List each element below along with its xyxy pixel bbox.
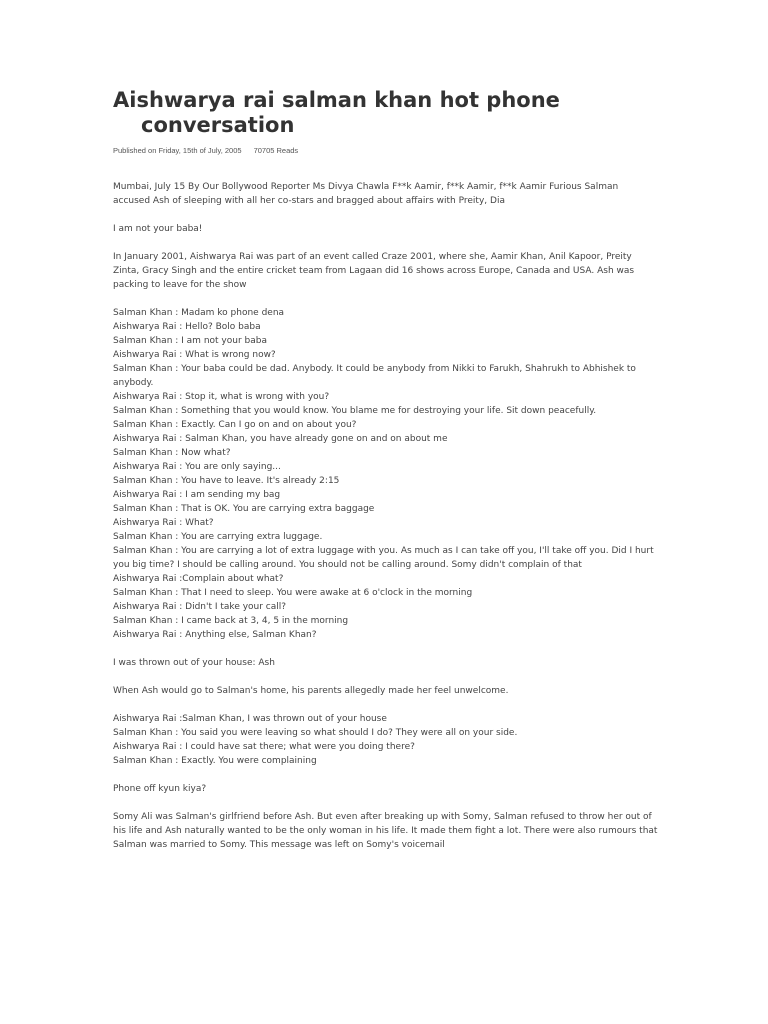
section-heading-baba: I am not your baba! [113, 224, 203, 234]
dialog-line: Aishwarya Rai : I am sending my bag [113, 490, 281, 500]
title-line-2: conversation [141, 113, 295, 137]
article-body [113, 180, 658, 852]
intro-paragraph: Mumbai, July 15 By Our Bollywood Reporter Ms Divya Chawla F**k Aamir, f**k Aamir, f**k Aamir Furious Salman accused Ash of sleeping with all her co-stars and bragged about affairs with Preity, Dia [113, 182, 619, 206]
dialog-line: Salman Khan : That is OK. You are carrying extra baggage [113, 504, 375, 514]
title-line-1: Aishwarya rai salman khan hot phone [113, 88, 560, 112]
dialog-line: Aishwarya Rai : Didn't I take your call? [113, 602, 287, 612]
dialog-line: Salman Khan : Exactly. Can I go on and on about you? [113, 420, 357, 430]
dialog-line: Aishwarya Rai :Complain about what? [113, 574, 284, 584]
conversation-1 [113, 306, 658, 642]
section-heading-phone-off: Phone off kyun kiya? [113, 784, 207, 794]
dialog-line: Salman Khan : I came back at 3, 4, 5 in the morning [113, 616, 349, 626]
dialog-line: Aishwarya Rai : Salman Khan, you have already gone on and on about me [113, 434, 448, 444]
dialog-line: Salman Khan : Now what? [113, 448, 231, 458]
dialog-line: Aishwarya Rai : What? [113, 518, 214, 528]
dialog-line: Aishwarya Rai : Anything else, Salman Khan? [113, 630, 317, 640]
paragraph-somy-ali: Somy Ali was Salman's girlfriend before Ash. But even after breaking up with Somy, Salman refused to throw her out of his life and Ash naturally wanted to be the only woman in his life. It made them fight a lot. There were also rumours that Salman was married to Somy. This message was left on Somy's voicemail [113, 812, 658, 850]
article-meta [113, 146, 658, 158]
published-date: Published on Friday, 15th of July, 2005 [113, 146, 242, 155]
dialog-line: Salman Khan : Exactly. You were complaining [113, 756, 317, 766]
paragraph-unwelcome: When Ash would go to Salman's home, his parents allegedly made her feel unwelcome. [113, 686, 509, 696]
dialog-line: Aishwarya Rai : You are only saying... [113, 462, 281, 472]
dialog-line: Aishwarya Rai :Salman Khan, I was thrown out of your house [113, 714, 387, 724]
conversation-2 [113, 712, 658, 768]
article-title [113, 88, 658, 138]
section-heading-thrown-out: I was thrown out of your house: Ash [113, 658, 275, 668]
dialog-line: Salman Khan : I am not your baba [113, 336, 267, 346]
dialog-line: Aishwarya Rai : What is wrong now? [113, 350, 276, 360]
dialog-line: Aishwarya Rai : Hello? Bolo baba [113, 322, 261, 332]
dialog-line: Salman Khan : You have to leave. It's already 2:15 [113, 476, 340, 486]
paragraph-craze-2001: In January 2001, Aishwarya Rai was part of an event called Craze 2001, where she, Aamir Khan, Anil Kapoor, Preity Zinta, Gracy Singh and the entire cricket team from Lagaan did 16 shows across Europe, Canada and USA. Ash was packing to leave for the show [113, 252, 635, 290]
dialog-line: Salman Khan : Madam ko phone dena [113, 308, 285, 318]
dialog-line: Salman Khan : Your baba could be dad. Anybody. It could be anybody from Nikki to Farukh, Shahrukh to Abhishek to anybody. [113, 364, 636, 388]
dialog-line: Aishwarya Rai : I could have sat there; what were you doing there? [113, 742, 415, 752]
dialog-line: Salman Khan : Something that you would know. You blame me for destroying your life. Sit down peacefully. [113, 406, 597, 416]
dialog-line: Salman Khan : You said you were leaving so what should I do? They were all on your side. [113, 728, 518, 738]
dialog-line: Salman Khan : You are carrying a lot of extra luggage with you. As much as I can take off you, I'll take off you. Did I hurt you big time? I should be calling around. You should not be calling around. Somy didn't complain of that [113, 546, 654, 570]
read-count: 70705 Reads [253, 146, 299, 155]
dialog-line: Aishwarya Rai : Stop it, what is wrong with you? [113, 392, 330, 402]
dialog-line: Salman Khan : That I need to sleep. You were awake at 6 o'clock in the morning [113, 588, 473, 598]
dialog-line: Salman Khan : You are carrying extra luggage. [113, 532, 323, 542]
article [113, 88, 658, 866]
